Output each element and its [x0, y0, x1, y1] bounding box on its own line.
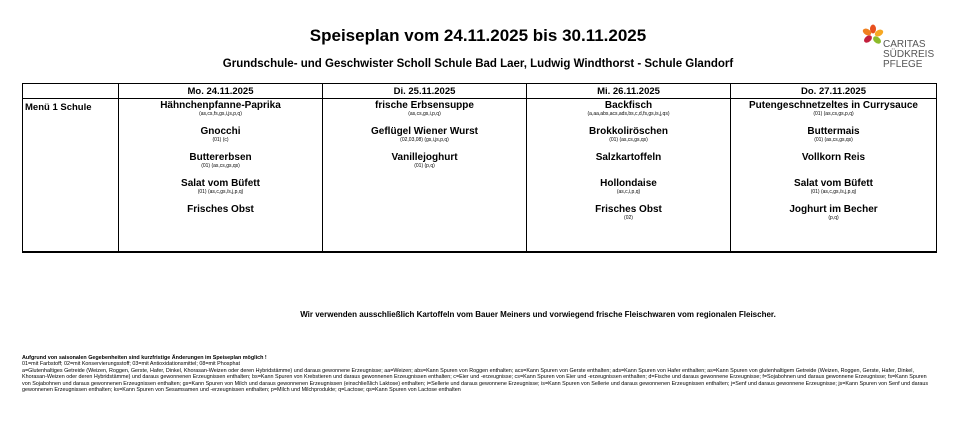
legend-allergens: a=Glutenhaltiges Getreide (Weizen, Roggen, Gerste, Hafer, Dinkel, Khorasan-Weizen oder deren Hybridstämme) und daraus gewonnene Erzeugnisse; aa=Weizen; abs=Kann Spuren von Roggen enthalten; acs=Kann Spuren von Gerste enthalten; ads=Kann Spuren von Hafer enthalten; as=Kann Spuren von glutenhaltigem Getreide (Weizen, Roggen, Gerste, Hafer, Dinkel, Khorasan-Weizen oder deren Hybridstämme) und daraus gewonnenen Erzeugnissen enthalten; bs=Kann Spuren von Krebstieren und daraus gewonnenen Erzeugnissen enthalten; c=Eier und -erzeugnisse; cs=Kann Spuren von Eier und -erzeugnissen enthalten; d=Fische und daraus gewonnene Erzeugnisse; f=Sojabohnen und daraus gewonnene Erzeugnisse; fs=Kann Spuren von Sojabohnen und daraus gewonnenen Erzeugnissen enthalten; gs=Kann Spuren von Milch und daraus gewonnenen Erzeugnissen (einschließlich Laktose) enthalten; i=Sellerie und daraus gewonnene Erzeugnisse; is=Kann Spuren von Sellerie und daraus gewonnenen Erzeugnissen enthalten; j=Senf und daraus gewonnene Erzeugnisse; js=Kann Spuren von Senf und daraus gewonnenen Erzeugnissen enthalten; ks=Kann Spuren von Sesamsamen und -erzeugnissen enthalten; p=Milch und Milchprodukte; q=Lactose; qs=Kann Spuren von Lactose enthalten [22, 367, 929, 394]
allergen-codes: (01) (as,cs,gs,p,q) [813, 111, 854, 117]
menu-item [119, 151, 322, 177]
dish-name: Salzkartoffeln [595, 152, 662, 163]
menu-item [323, 99, 526, 125]
allergen-codes: (a,aa,abs,acs,ads,bs,c,d,fs,gs,is,j,qs) [587, 111, 670, 117]
logo-text-pflege: PFLEGE [883, 59, 923, 70]
day-header-wed: Mi. 26.11.2025 [527, 84, 731, 99]
menu-item [323, 151, 526, 177]
allergen-codes: (as,c,i,p,q) [616, 189, 641, 195]
menu-item [527, 203, 730, 229]
logo-text-suedkreis: SÜDKREIS [883, 49, 935, 60]
flower-icon [862, 24, 884, 46]
menu-item [119, 177, 322, 203]
menu-cell-wed [527, 99, 731, 253]
dish-name: Geflügel Wiener Wurst [371, 126, 478, 137]
allergen-codes: (02,03,08) (gs,i,js,p,q) [400, 137, 449, 143]
dish-name: Hähnchenpfanne-Paprika [160, 100, 281, 111]
menu-item [527, 125, 730, 151]
allergen-codes: (01) (p,q) [414, 163, 435, 169]
allergen-codes: (01) (as,c,gs,/s,j,p,q) [197, 189, 244, 195]
menu-cell-mon [119, 99, 323, 253]
allergen-codes: (as,cs,gs,i,p,q) [408, 111, 441, 117]
allergen-codes: (p,q) [828, 215, 839, 221]
dish-name: Buttermais [807, 126, 860, 137]
dish-name: Salat vom Büfett [794, 178, 873, 189]
menu-item [527, 99, 730, 125]
supplier-notice: Wir verwenden ausschließlich Kartoffeln vom Bauer Meiners und vorwiegend frische Fleischwaren vom regionalen Fleischer. [300, 310, 776, 319]
dish-name: Frisches Obst [595, 204, 662, 215]
menu-item [119, 125, 322, 151]
allergen-codes: (01) (as,c,gs,/s,j,p,q) [810, 189, 857, 195]
menu-item [731, 151, 936, 177]
dish-name: Frisches Obst [187, 204, 254, 215]
menu-item [731, 177, 936, 203]
menu-cell-tue [323, 99, 527, 253]
row-label: Menü 1 Schule [23, 99, 119, 253]
logo-text-caritas: CARITAS [883, 39, 926, 50]
dish-name: Vollkorn Reis [801, 152, 866, 163]
menu-cell-thu [731, 99, 937, 253]
dish-name: Vanillejoghurt [391, 152, 458, 163]
menu-item [527, 151, 730, 177]
dish-name: Backfisch [604, 100, 653, 111]
dish-name: Buttererbsen [189, 152, 252, 163]
table-row [23, 99, 937, 253]
allergen-codes: (01) (as,cs,gs,qs) [814, 137, 853, 143]
table-corner-cell [23, 84, 119, 99]
day-header-tue: Di. 25.11.2025 [323, 84, 527, 99]
page-title: Speiseplan vom 24.11.2025 bis 30.11.2025 [309, 26, 647, 45]
table-header-row [23, 84, 937, 99]
page-subtitle: Grundschule- und Geschwister Scholl Schule Bad Laer, Ludwig Windthorst - Schule Glandorf [222, 58, 734, 70]
menu-item [119, 203, 322, 229]
menu-item [323, 125, 526, 151]
allergen-codes: (02) [624, 215, 633, 221]
menu-item [731, 99, 936, 125]
menu-item [731, 125, 936, 151]
dish-name: frische Erbsensuppe [375, 100, 474, 111]
allergen-codes: (01) (as,cs,gs,qs) [609, 137, 648, 143]
allergen-codes: (as,cs,fs,gs,i,js,p,q) [199, 111, 242, 117]
day-header-mon: Mo. 24.11.2025 [119, 84, 323, 99]
dish-name: Hollondaise [600, 178, 657, 189]
dish-name: Brokkoliröschen [589, 126, 668, 137]
menu-item [731, 203, 936, 229]
legend-disclaimer: Aufgrund von saisonalen Gegebenheiten sind kurzfristige Änderungen im Speiseplan möglich ! [22, 355, 267, 361]
caritas-logo [862, 24, 942, 72]
day-header-thu: Do. 27.11.2025 [731, 84, 937, 99]
menu-table [22, 83, 937, 253]
menu-item [527, 177, 730, 203]
allergen-codes: (01) (c) [212, 137, 229, 143]
legend-additives: 01=mit Farbstoff; 02=mit Konservierungsstoff; 03=mit Antioxidationsmittel; 08=mit Phosphat [22, 361, 240, 368]
dish-name: Joghurt im Becher [789, 204, 878, 215]
dish-name: Salat vom Büfett [181, 178, 260, 189]
menu-item [119, 99, 322, 125]
allergen-codes: (01) (as,cs,gs,qs) [201, 163, 240, 169]
dish-name: Gnocchi [200, 126, 241, 137]
allergen-legend [22, 355, 936, 393]
dish-name: Putengeschnetzeltes in Currysauce [749, 100, 918, 111]
